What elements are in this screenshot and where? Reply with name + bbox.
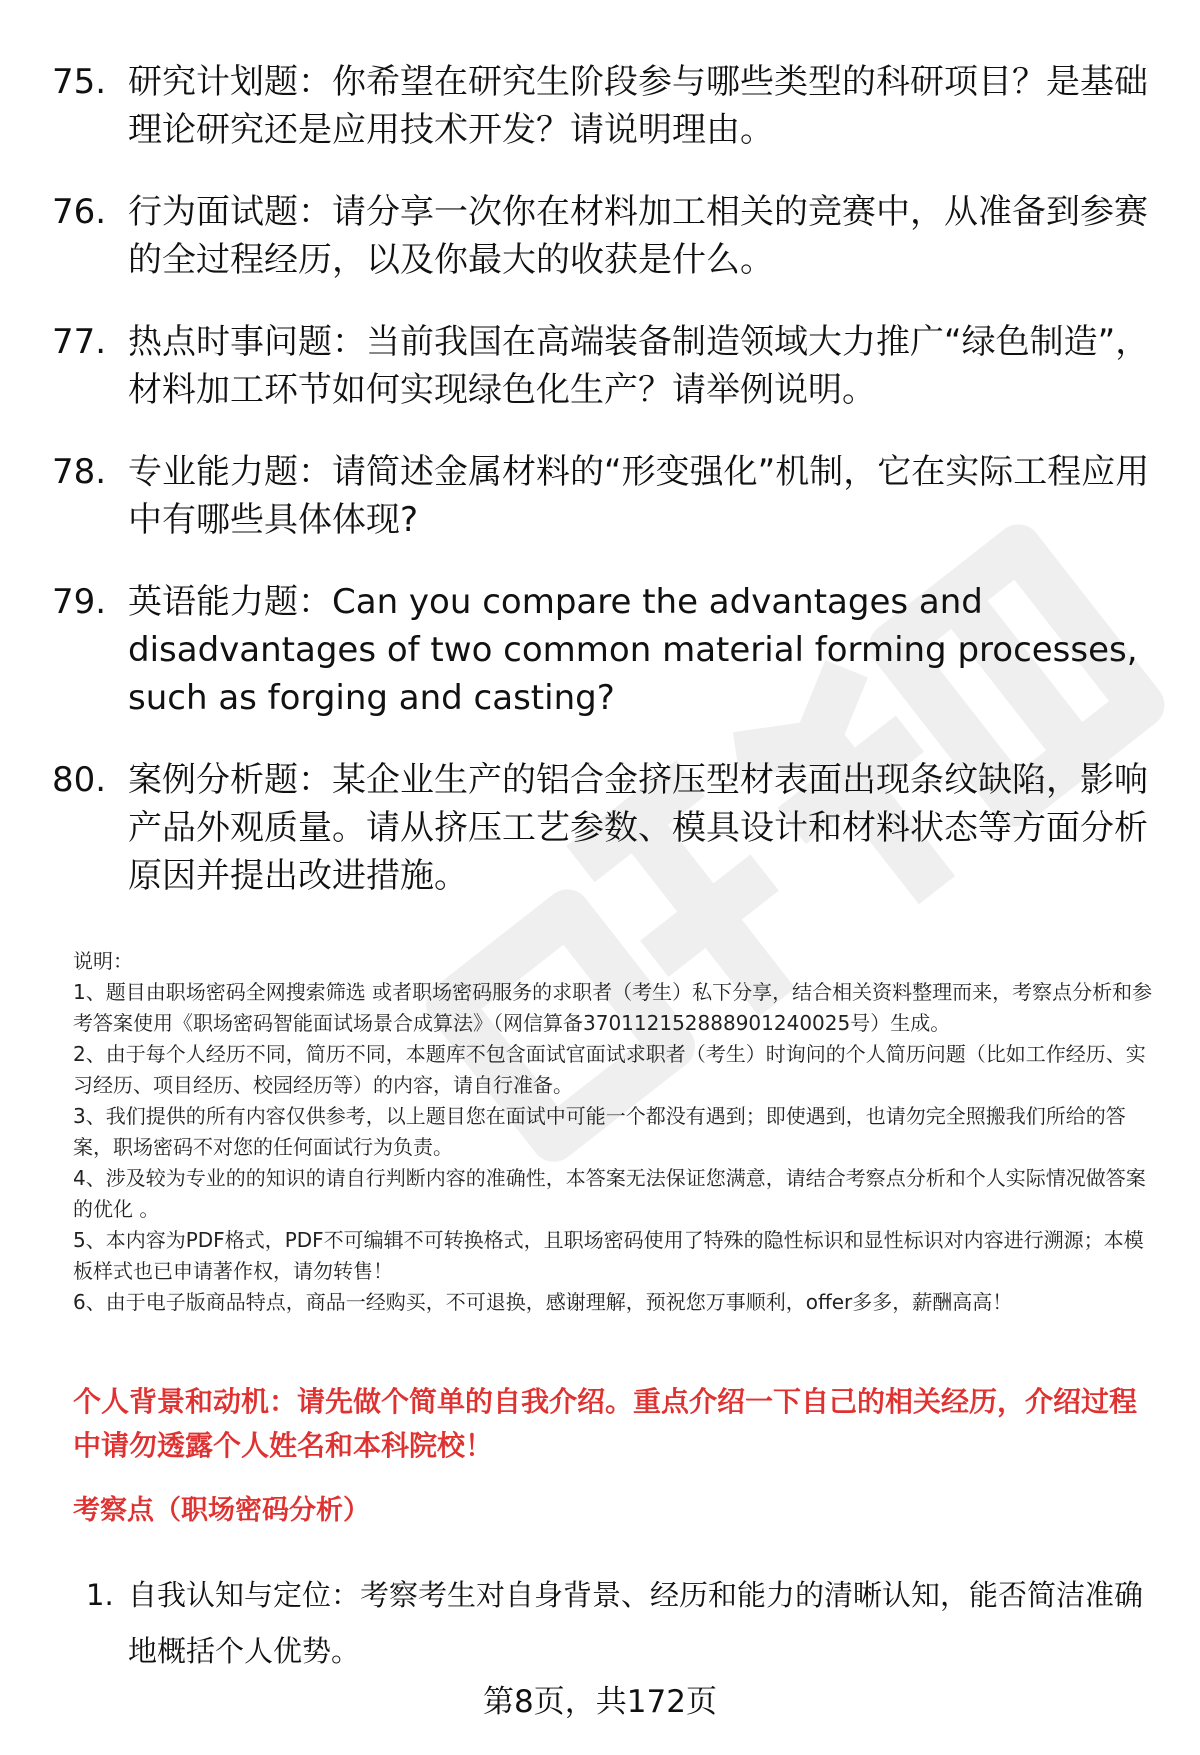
question-item: [52, 756, 1152, 900]
question-number: 80.: [52, 760, 107, 800]
question-number: 78.: [52, 452, 107, 492]
question-text: 热点时事问题：当前我国在高端装备制造领域大力推广“绿色制造”，材料加工环节如何实现绿色化生产？请举例说明。: [128, 322, 1150, 410]
note-item: 1、题目由职场密码全网搜索筛选 或者职场密码服务的求职者（考生）私下分享，结合相关资料整理而来，考察点分析和参考答案使用《职场密码智能面试场景合成算法》（网信算备370112152888901240025号）生成。: [73, 980, 1153, 1035]
question-item: [52, 58, 1152, 154]
analysis-text: 自我认知与定位：考察考生对自身背景、经历和能力的清晰认知，能否简洁准确地概括个人优势。: [128, 1578, 1144, 1668]
highlight-question: 个人背景和动机：请先做个简单的自我介绍。重点介绍一下自己的相关经历，介绍过程中请勿透露个人姓名和本科院校！: [73, 1385, 1138, 1462]
question-text: 英语能力题：Can you compare the advantages and disadvantages of two common material forming processes, such as forging and casting?: [128, 582, 1138, 718]
page-footer: 第8页，共172页: [483, 1684, 717, 1720]
notes-section: [73, 946, 1153, 1318]
analysis-item: [86, 1567, 1156, 1679]
question-list: [52, 58, 1152, 934]
question-text: 行为面试题：请分享一次你在材料加工相关的竞赛中，从准备到参赛的全过程经历，以及你最大的收获是什么。: [128, 192, 1148, 280]
note-item: 2、由于每个人经历不同，简历不同，本题库不包含面试官面试求职者（考生）时询问的个人简历问题（比如工作经历、实习经历、项目经历、校园经历等）的内容，请自行准备。: [73, 1042, 1146, 1097]
question-item: [52, 578, 1152, 722]
question-item: [52, 318, 1152, 414]
notes-title: 说明：: [73, 949, 133, 973]
question-item: [52, 448, 1152, 544]
question-item: [52, 188, 1152, 284]
question-text: 专业能力题：请简述金属材料的“形变强化”机制，它在实际工程应用中有哪些具体体现?: [128, 452, 1150, 540]
question-text: 研究计划题：你希望在研究生阶段参与哪些类型的科研项目？是基础理论研究还是应用技术开发？请说明理由。: [128, 62, 1148, 150]
analysis-title: 考察点（职场密码分析）: [73, 1495, 370, 1526]
note-item: 4、涉及较为专业的的知识的请自行判断内容的准确性，本答案无法保证您满意，请结合考察点分析和个人实际情况做答案的优化 。: [73, 1166, 1146, 1221]
note-item: 5、本内容为PDF格式，PDF不可编辑不可转换格式，且职场密码使用了特殊的隐性标识和显性标识对内容进行溯源；本模板样式也已申请著作权，请勿转售！: [73, 1228, 1144, 1283]
note-item: 6、由于电子版商品特点，商品一经购买，不可退换，感谢理解，预祝您万事顺利，offer多多，薪酬高高！: [73, 1290, 1013, 1314]
question-number: 77.: [52, 322, 107, 362]
question-text: 案例分析题：某企业生产的铝合金挤压型材表面出现条纹缺陷，影响产品外观质量。请从挤压工艺参数、模具设计和材料状态等方面分析原因并提出改进措施。: [128, 760, 1148, 896]
analysis-number: 1.: [86, 1578, 114, 1612]
question-number: 75.: [52, 62, 107, 102]
question-number: 79.: [52, 582, 107, 622]
question-number: 76.: [52, 192, 107, 232]
note-item: 3、我们提供的所有内容仅供参考，以上题目您在面试中可能一个都没有遇到；即使遇到，也请勿完全照搬我们所给的答案，职场密码不对您的任何面试行为负责。: [73, 1104, 1126, 1159]
